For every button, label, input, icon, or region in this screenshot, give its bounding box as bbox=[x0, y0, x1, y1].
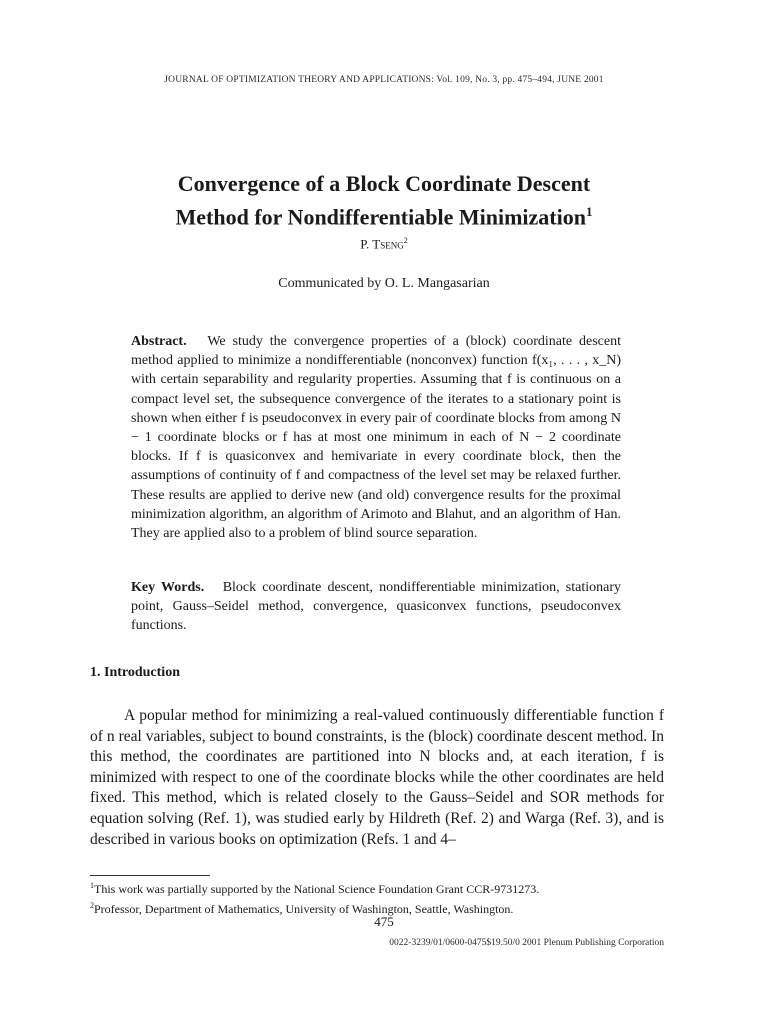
abstract-text: We study the convergence properties of a (block) coordinate descent method applied to minimize a nondifferentiable (nonconvex) function f(x₁, . . . , x_N) with certain separability and regularity properties. Assuming that f is continuous on a compact level set, the subsequence convergence of the iterates to a stationary point is shown when either f is pseudoconvex in every pair of coordinate blocks from among N − 1 coordinate blocks or f has at most one minimum in each of N − 2 coordinate blocks. If f is quasiconvex and hemivariate in every coordinate block, then the assumptions of continuity of f and compactness of the level set may be relaxed further. These results are applied to derive new (and old) convergence results for the proximal minimization algorithm, an algorithm of Arimoto and Blahut, and an algorithm of Han. They are applied also to a problem of blind source separation. bbox=[131, 334, 621, 542]
footnotes bbox=[90, 878, 690, 917]
key-words-label: Key Words. bbox=[131, 580, 205, 595]
author-line bbox=[0, 236, 768, 252]
key-words bbox=[131, 578, 621, 636]
footnote-divider bbox=[90, 875, 210, 876]
page-number: 475 bbox=[374, 914, 394, 929]
footnote-2-text: Professor, Department of Mathematics, University of Washington, Seattle, Washington. bbox=[94, 901, 514, 916]
title-footnote-mark: 1 bbox=[585, 204, 593, 219]
abstract bbox=[131, 332, 621, 543]
author-footnote-mark: 2 bbox=[403, 236, 408, 245]
footnote-1-text: This work was partially supported by the National Science Foundation Grant CCR-9731273. bbox=[94, 882, 540, 896]
introduction-paragraph: A popular method for minimizing a real-valued continuously differentiable function f of n real variables, subject to bound constraints, is the (block) coordinate descent method. In this method, the coordinates are partitioned into N blocks and, at each iteration, f is minimized with respect to one of the coordinate blocks while the other coordinates are held fixed. This method, which is related closely to the Gauss–Seidel and SOR methods for equation solving (Ref. 1), was studied early by Hildreth (Ref. 2) and Warga (Ref. 3), and is described in various books on optimization (Refs. 1 and 4– bbox=[90, 707, 664, 848]
key-words-text: Block coordinate descent, nondifferentiable minimization, stationary point, Gauss–Seidel method, convergence, quasiconvex functions, pseudoconvex functions. bbox=[131, 580, 622, 634]
title-line-1: Convergence of a Block Coordinate Descent bbox=[177, 171, 591, 196]
footnote-2-mark: 2 bbox=[90, 900, 94, 910]
footnote-1-mark: 1 bbox=[90, 881, 94, 890]
footnote-1 bbox=[90, 878, 690, 898]
section-heading: 1. Introduction bbox=[90, 665, 180, 680]
copyright-line: 0022-3239/01/0600-0475$19.50/0 2001 Plenum Publishing Corporation bbox=[389, 938, 664, 948]
title-line-2-text: Method for Nondifferentiable Minimization bbox=[175, 204, 586, 230]
journal-header: JOURNAL OF OPTIMIZATION THEORY AND APPLICATIONS: Vol. 109, No. 3, pp. 475–494, JUNE 2001 bbox=[164, 75, 604, 85]
abstract-label: Abstract. bbox=[131, 334, 187, 349]
author-name: P. Tseng bbox=[360, 236, 404, 252]
title-line-2 bbox=[0, 198, 768, 231]
article-title bbox=[0, 170, 768, 231]
communicated-by: Communicated by O. L. Mangasarian bbox=[278, 276, 490, 291]
